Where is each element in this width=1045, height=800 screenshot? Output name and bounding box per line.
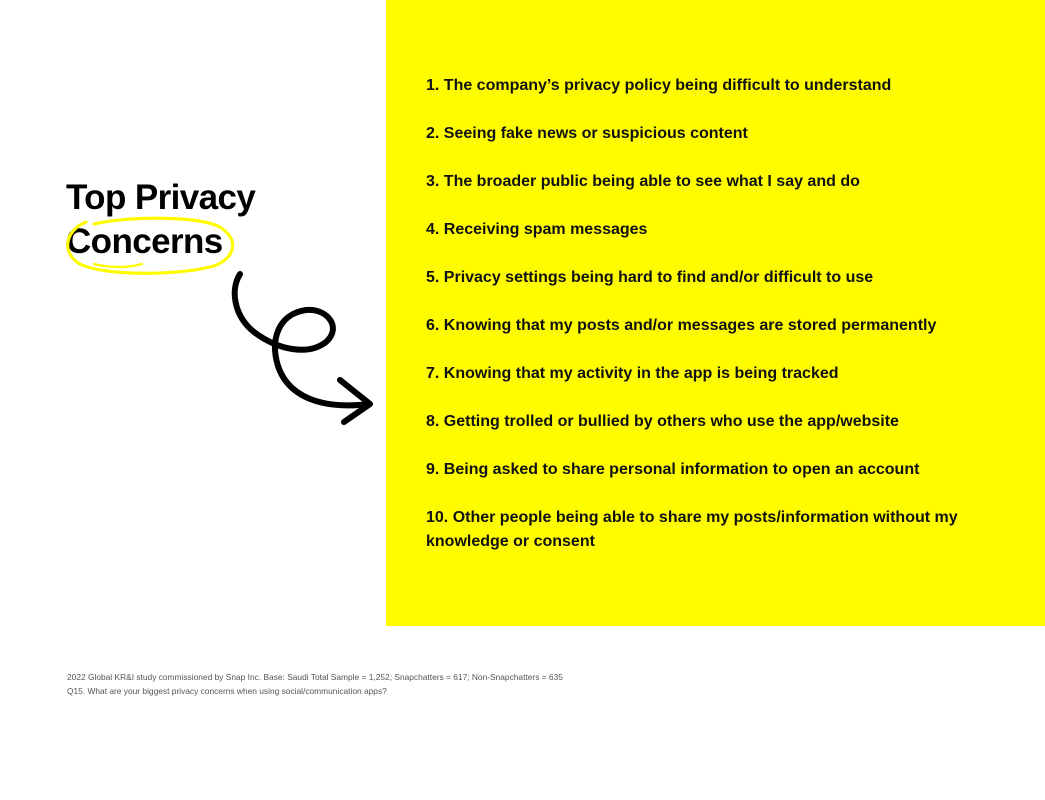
- concern-item-9: 9. Being asked to share personal information to open an account: [426, 461, 920, 478]
- title-line-2: Concerns: [66, 222, 223, 261]
- hand-drawn-circle-icon: [58, 214, 238, 280]
- concern-item-6: 6. Knowing that my posts and/or messages are stored permanently: [426, 317, 937, 334]
- concern-item-4: 4. Receiving spam messages: [426, 221, 648, 238]
- concern-item-3: 3. The broader public being able to see what I say and do: [426, 173, 860, 190]
- concern-item-10: 10. Other people being able to share my posts/information without my knowledge or consent: [426, 509, 958, 550]
- concern-item-5: 5. Privacy settings being hard to find and/or difficult to use: [426, 269, 874, 286]
- concern-item-7: 7. Knowing that my activity in the app is being tracked: [426, 365, 839, 382]
- concern-item-2: 2. Seeing fake news or suspicious content: [426, 125, 748, 142]
- footnote-source: 2022 Global KR&I study commissioned by Snap Inc. Base: Saudi Total Sample = 1,252; Snapchatters = 617; Non-Snapchatters = 635: [67, 672, 563, 682]
- footnote-question: Q15. What are your biggest privacy concerns when using social/communication apps?: [67, 686, 387, 696]
- footnote: [67, 670, 767, 698]
- concerns-list: [426, 74, 1016, 578]
- curly-arrow-icon: [226, 268, 378, 430]
- concern-item-8: 8. Getting trolled or bullied by others who use the app/website: [426, 413, 899, 430]
- title-line-1: Top Privacy: [66, 178, 256, 217]
- concern-item-1: 1. The company’s privacy policy being difficult to understand: [426, 77, 892, 94]
